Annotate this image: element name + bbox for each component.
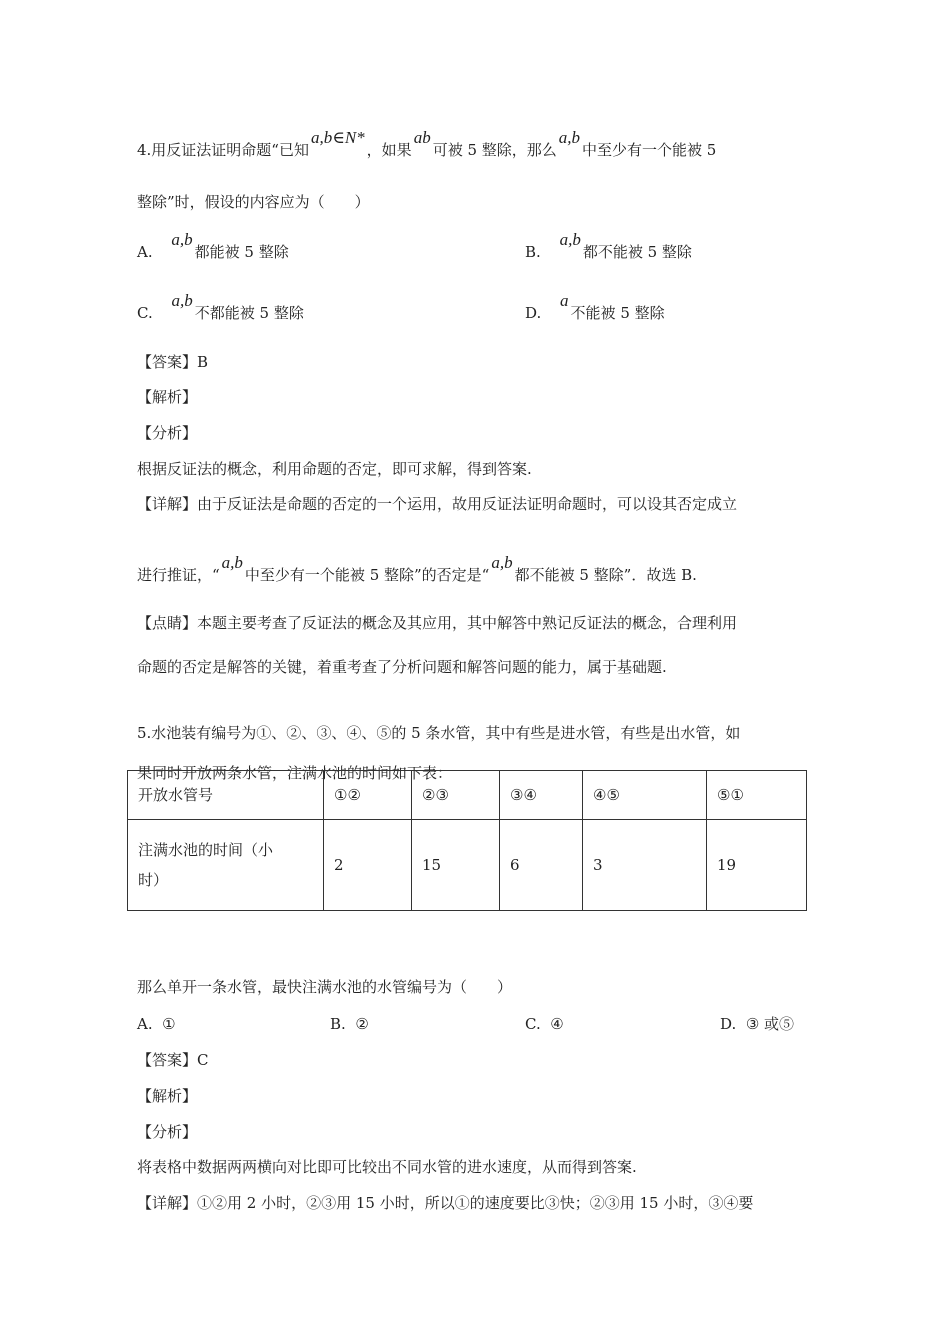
table-row [128,771,807,820]
option-math: a,b [171,230,193,249]
option-text: 都不能被 5 整除 [582,243,692,261]
q5-option-c[interactable] [525,1014,564,1034]
table-cell: ⑤① [707,771,807,820]
option-text: 不能被 5 整除 [570,304,665,322]
q5-question: 那么单开一条水管，最快注满水池的水管编号为（ ） [137,978,513,996]
q4-dianjing-line1: 【点睛】本题主要考查了反证法的概念及其应用，其中解答中熟记反证法的概念，合理利用 [137,614,738,632]
q5-stem-line2: 果同时开放两条水管，注满水池的时间如下表： [137,764,453,782]
table-cell: ④⑤ [583,771,707,820]
q4-xiangjie-math2: a,b [491,553,513,572]
option-text: 都能被 5 整除 [194,243,289,261]
option-label: A. [137,243,153,261]
option-label: C. [525,1015,541,1033]
q5-option-b[interactable] [330,1014,369,1034]
table-cell: ①② [324,771,412,820]
q5-jiexi-heading: 【解析】 [137,1087,198,1105]
q4-xiangjie-math1: a,b [221,553,243,572]
table-cell: ②③ [412,771,500,820]
q4-math-ab: ab [413,128,431,147]
table-cell: 15 [412,820,500,911]
text-span: 进行推证，“ [137,566,220,584]
q4-stem-b: ，如果 [366,141,412,159]
text-span: 中至少有一个能被 5 整除”的否定是“ [244,566,490,584]
q4-math-ab2: a,b [558,128,581,147]
table-cell: 2 [324,820,412,911]
option-text: ③ 或⑤ [745,1015,795,1033]
q5-fenxi-text: 将表格中数据两两横向对比即可比较出不同水管的进水速度，从而得到答案. [137,1158,637,1176]
option-label: B. [525,243,541,261]
table-cell: 3 [583,820,707,911]
table-cell: 6 [500,820,583,911]
option-math: a,b [559,230,581,249]
q4-option-d[interactable] [525,291,665,323]
text-span: 都不能被 5 整除”．故选 B. [514,566,697,584]
option-math: a [560,291,569,310]
table-cell: 开放水管号 [128,771,324,820]
q4-option-c[interactable] [137,291,304,323]
q5-xiangjie: 【详解】①②用 2 小时，②③用 15 小时，所以①的速度要比③快；②③用 15 小时，③④要 [137,1194,754,1212]
q4-fenxi-heading: 【分析】 [137,424,198,442]
option-label: B. [330,1015,346,1033]
option-text: ② [355,1015,369,1033]
q4-jiexi-heading: 【解析】 [137,388,198,406]
option-label: D. [525,304,542,322]
q4-dianjing-line2: 命题的否定是解答的关键，着重考查了分析问题和解答问题的能力，属于基础题. [137,658,667,676]
cell-line: 注满水池的时间（小 [138,841,274,859]
q4-stem-d: 中至少有一个能被 5 [582,141,717,159]
table-cell: ③④ [500,771,583,820]
option-label: C. [137,304,153,322]
option-text: ④ [550,1015,564,1033]
option-text: ① [162,1015,176,1033]
q4-stem-c: 可被 5 整除，那么 [432,141,557,159]
q4-option-a[interactable] [137,230,289,262]
option-text: 不都能被 5 整除 [194,304,304,322]
table-cell: 19 [707,820,807,911]
q4-math-ab-in-n: a,b∈N* [310,128,365,147]
q4-option-b[interactable] [525,230,692,262]
q4-fenxi-text: 根据反证法的概念，利用命题的否定，即可求解，得到答案. [137,460,532,478]
q4-stem-line2: 整除”时，假设的内容应为（ ） [137,193,370,211]
q4-xiangjie-line1: 【详解】由于反证法是命题的否定的一个运用，故用反证法证明命题时，可以设其否定成立 [137,495,738,513]
q4-stem-a: 4.用反证法证明命题“已知 [137,141,309,159]
q5-option-d[interactable] [720,1014,794,1034]
q4-answer: 【答案】B [137,353,209,371]
option-math: a,b [171,291,193,310]
option-label: A. [137,1015,153,1033]
table-cell [128,820,324,911]
q5-option-a[interactable] [137,1014,176,1034]
q5-table [127,770,807,911]
q5-fenxi-heading: 【分析】 [137,1123,198,1141]
table-row [128,820,807,911]
option-label: D. [720,1015,737,1033]
q5-stem-line1: 5.水池装有编号为①、②、③、④、⑤的 5 条水管，其中有些是进水管，有些是出水管，如 [137,724,741,742]
cell-line: 时） [138,871,169,889]
q4-stem-line1 [137,128,717,160]
q5-answer: 【答案】C [137,1051,209,1069]
q4-xiangjie-line2 [137,553,697,585]
